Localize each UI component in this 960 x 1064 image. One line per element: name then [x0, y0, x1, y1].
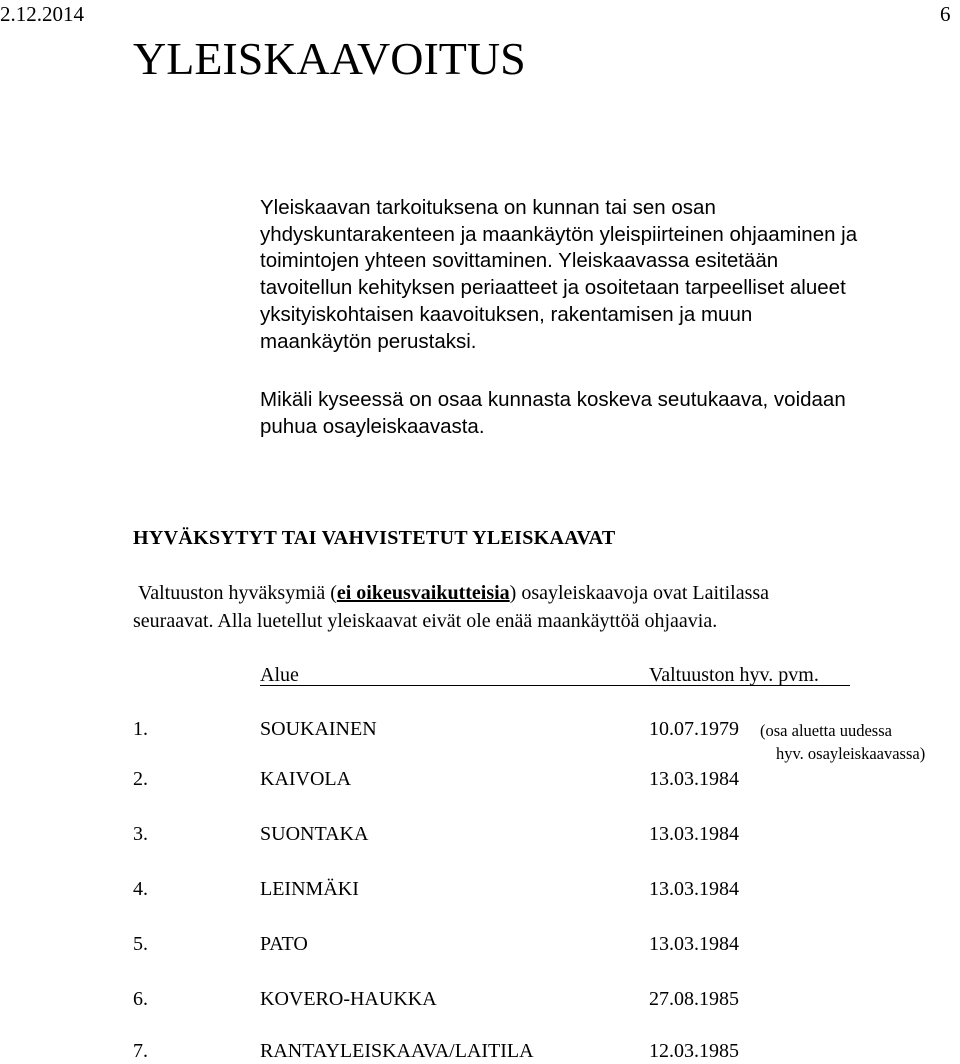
row-area-name: LEINMÄKI [260, 878, 359, 900]
paragraph-line: Yleiskaavan tarkoituksena on kunnan tai sen osan [260, 196, 716, 219]
paragraph-line: maankäytön perustaksi. [260, 329, 477, 353]
page-number: 6 [940, 2, 951, 26]
row-number: 6. [133, 988, 148, 1010]
intro-line [133, 579, 769, 607]
intro-text-post: ) osayleiskaavoja ovat Laitilassa [509, 582, 770, 604]
row-date: 10.07.1979 [649, 718, 739, 740]
row-area-name: SUONTAKA [260, 823, 369, 845]
page-date: 2.12.2014 [0, 2, 84, 26]
paragraph-line: tavoitellun kehityksen periaatteet ja osoitetaan tarpeelliset alueet [260, 276, 846, 300]
row-number: 1. [133, 718, 148, 740]
row-note: (osa aluetta uudessa [760, 721, 892, 740]
paragraph-line: yksityiskohtaisen kaavoituksen, rakentamisen ja muun [260, 302, 753, 326]
row-number: 5. [133, 933, 148, 955]
intro-text-emphasis: ei oikeusvaikutteisia [336, 582, 510, 604]
column-header-area: Alue [260, 664, 299, 686]
paragraph-line: Mikäli kyseessä on osaa kunnasta koskeva seutukaava, voidaan [260, 388, 846, 411]
column-header-date: Valtuuston hyv. pvm. [649, 664, 819, 686]
row-date: 12.03.1985 [649, 1040, 739, 1062]
section-heading: HYVÄKSYTYT TAI VAHVISTETUT YLEISKAAVAT [133, 527, 616, 549]
row-area-name: RANTAYLEISKAAVA/LAITILA [260, 1040, 534, 1062]
row-number: 3. [133, 823, 148, 845]
header-underline [260, 685, 850, 686]
row-number: 7. [133, 1040, 148, 1062]
section-intro [133, 579, 769, 635]
row-area-name: SOUKAINEN [260, 718, 377, 740]
paragraph-line: puhua osayleiskaavasta. [260, 414, 485, 438]
paragraph-line: toimintojen yhteen sovittaminen. Yleiskaavassa esitetään [260, 249, 779, 273]
intro-line: seuraavat. Alla luetellut yleiskaavat eivät ole enää maankäyttöä ohjaavia. [133, 610, 718, 632]
paragraph-line: yhdyskuntarakenteen ja maankäytön yleispiirteinen ohjaaminen ja [260, 222, 858, 246]
row-area-name: PATO [260, 933, 308, 955]
intro-text-pre: Valtuuston hyväksymiä ( [138, 582, 337, 604]
row-date: 13.03.1984 [649, 823, 739, 845]
row-number: 2. [133, 768, 148, 790]
paragraph-purpose [260, 195, 960, 355]
row-date: 27.08.1985 [649, 988, 739, 1010]
row-date: 13.03.1984 [649, 768, 739, 790]
paragraph-partial-plan [260, 387, 960, 440]
row-area-name: KOVERO-HAUKKA [260, 988, 437, 1010]
row-date: 13.03.1984 [649, 933, 739, 955]
page-title: YLEISKAAVOITUS [133, 33, 526, 84]
row-area-name: KAIVOLA [260, 768, 352, 790]
row-note: hyv. osayleiskaavassa) [776, 744, 926, 763]
row-date: 13.03.1984 [649, 878, 739, 900]
row-number: 4. [133, 878, 148, 900]
